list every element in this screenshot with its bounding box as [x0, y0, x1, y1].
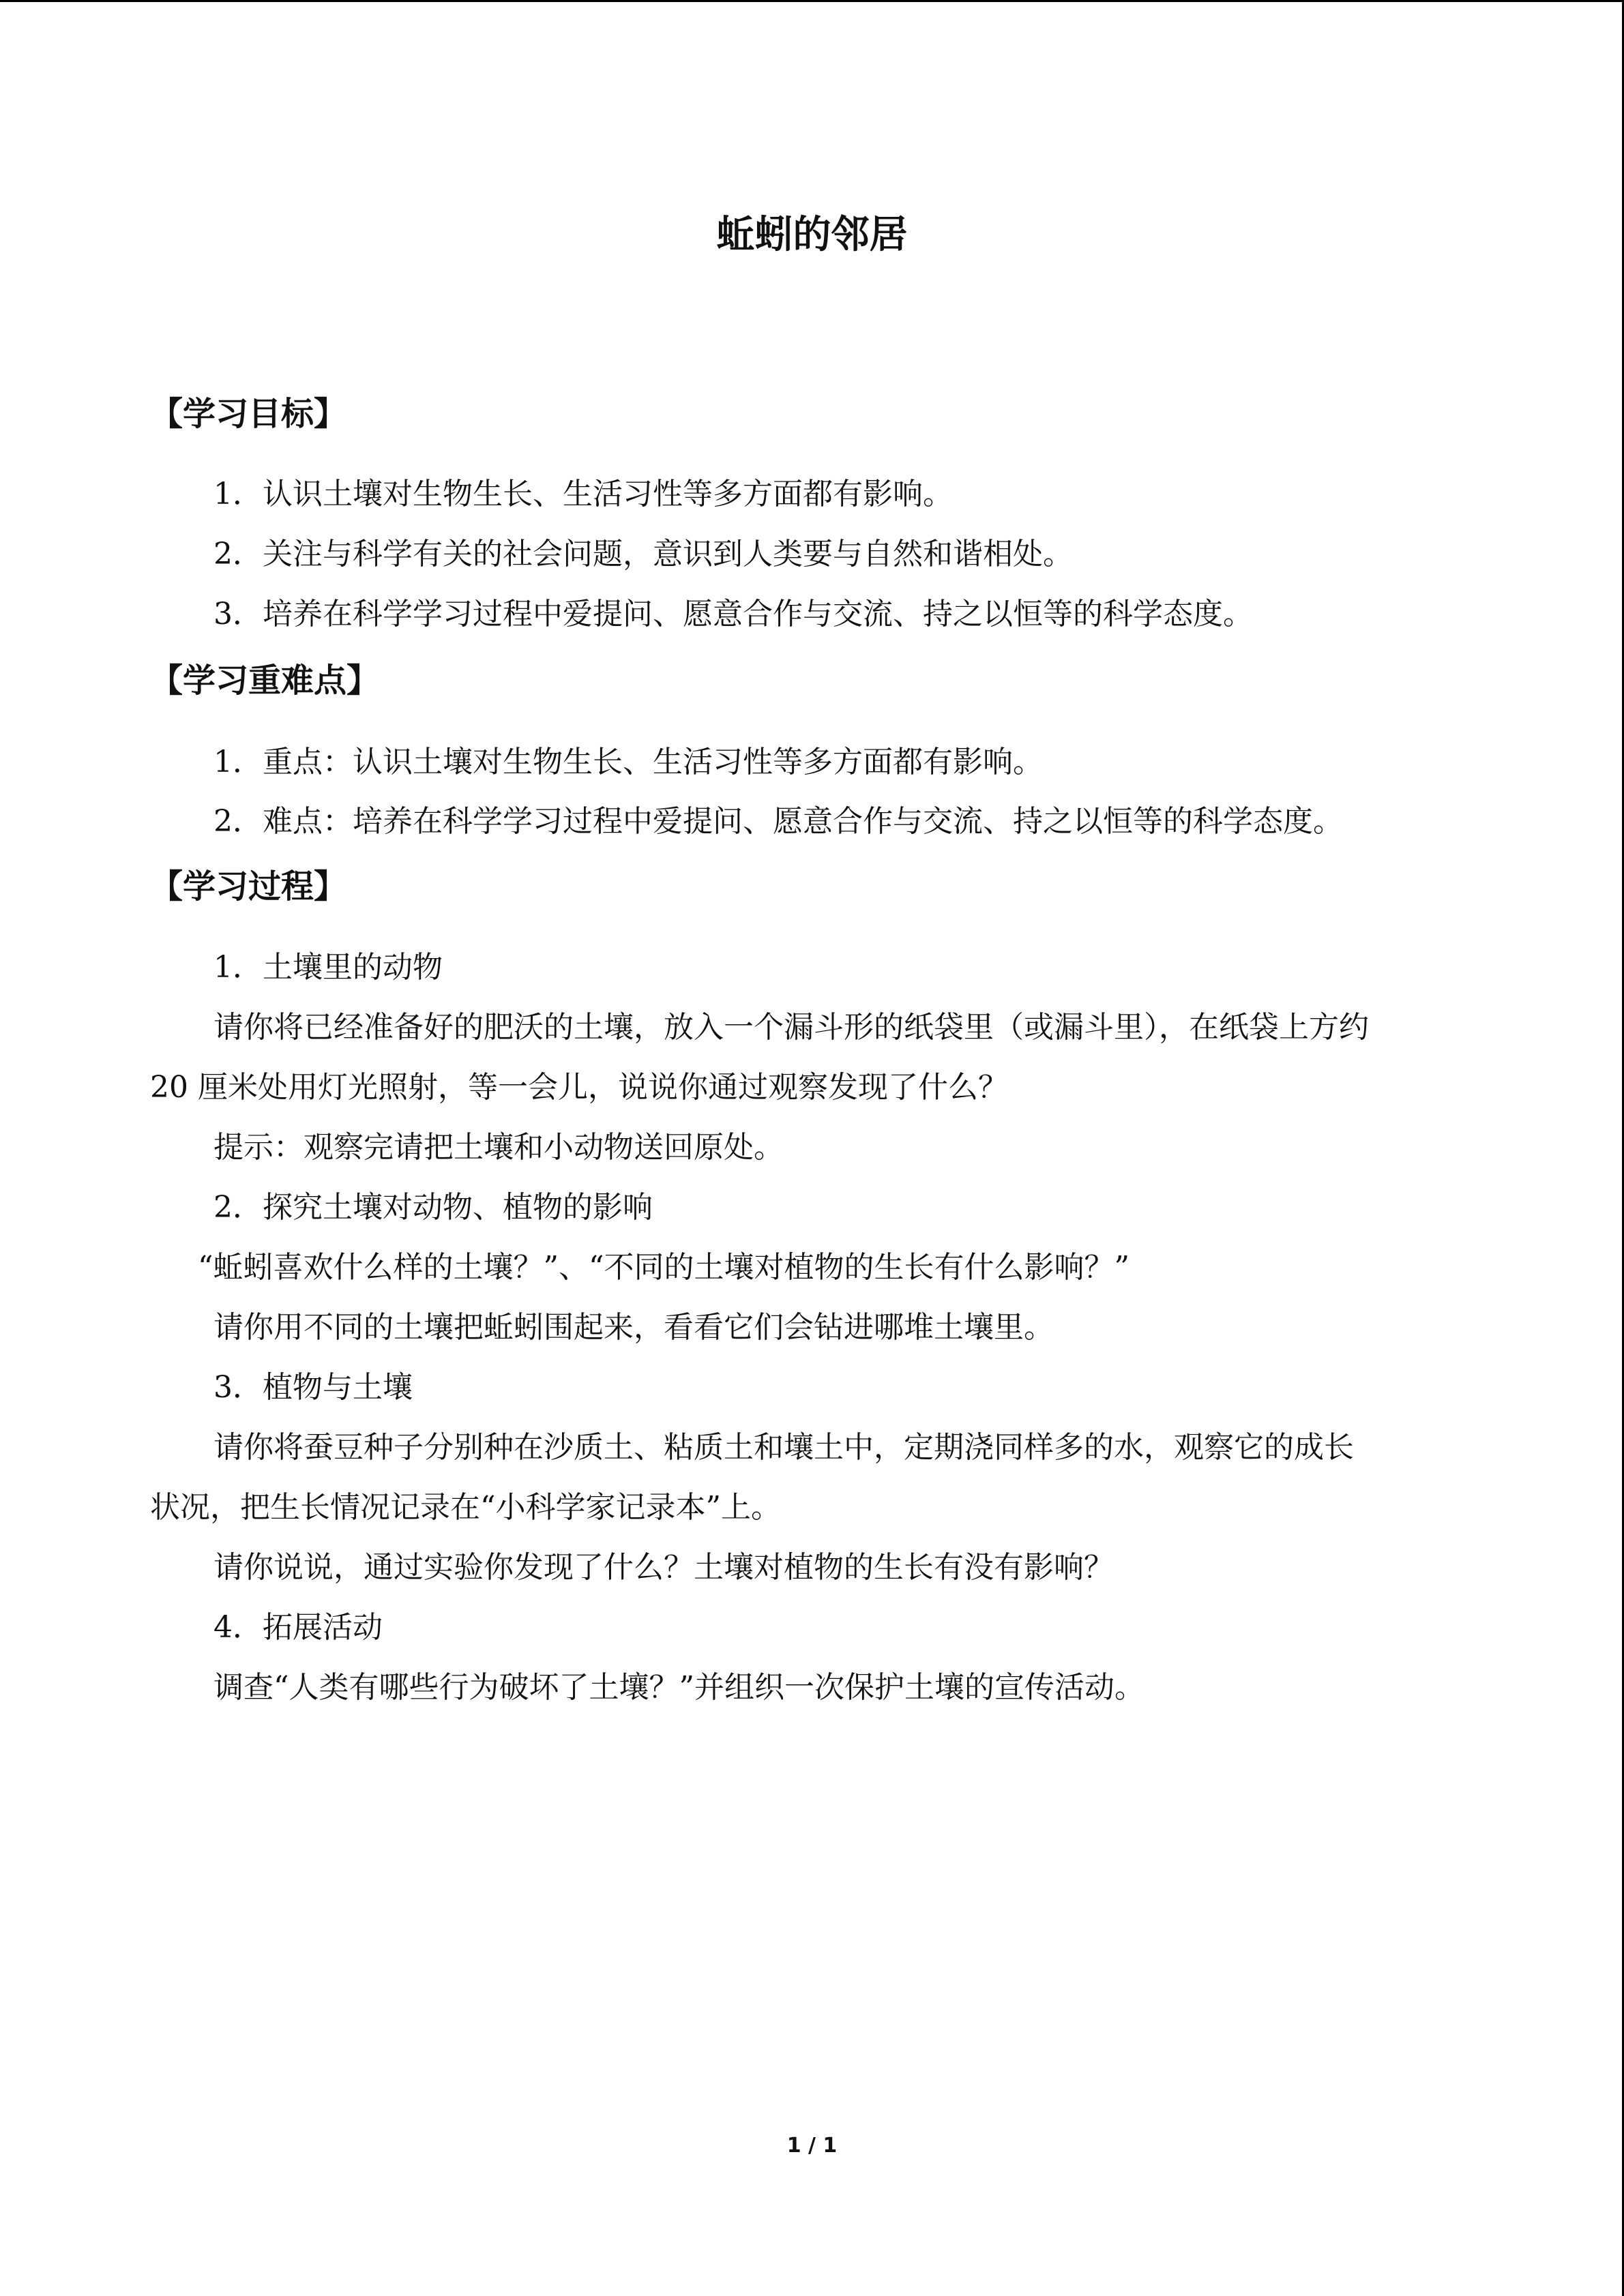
process-paragraph-line: 请你说说，通过实验你发现了什么？土壤对植物的生长有没有影响？ [213, 1550, 1114, 1585]
process-paragraph-line: 20 厘米处用灯光照射，等一会儿，说说你通过观察发现了什么？ [150, 1070, 1008, 1105]
process-subheading-2: 2．探究土壤对动物、植物的影响 [213, 1190, 653, 1225]
key-point-item-1: 1．重点：认识土壤对生物生长、生活习性等多方面都有影响。 [213, 745, 1043, 779]
process-subheading-1: 1．土壤里的动物 [213, 950, 443, 985]
page-number: 1 / 1 [786, 2134, 838, 2158]
process-paragraph-line: 请你用不同的土壤把蚯蚓围起来，看看它们会钻进哪堆土壤里。 [213, 1310, 1054, 1345]
process-paragraph-line: 请你将蚕豆种子分别种在沙质土、粘质土和壤土中，定期浇同样多的水，观察它的成长 [213, 1430, 1354, 1465]
process-subheading-4: 4．拓展活动 [213, 1610, 383, 1645]
key-point-item-2: 2．难点：培养在科学学习过程中爱提问、愿意合作与交流、持之以恒等的科学态度。 [213, 804, 1343, 839]
objective-item-1: 1．认识土壤对生物生长、生活习性等多方面都有影响。 [213, 477, 953, 511]
process-paragraph-line: “蚯蚓喜欢什么样的土壤？”、“不同的土壤对植物的生长有什么影响？” [198, 1250, 1130, 1285]
section-heading-key-points: 【学习重难点】 [150, 661, 380, 700]
process-paragraph-line: 调查“人类有哪些行为破坏了土壤？”并组织一次保护土壤的宣传活动。 [213, 1670, 1145, 1705]
section-heading-objectives: 【学习目标】 [150, 395, 347, 433]
section-heading-process: 【学习过程】 [150, 867, 347, 906]
objective-item-2: 2．关注与科学有关的社会问题，意识到人类要与自然和谐相处。 [213, 537, 1073, 571]
process-paragraph-line: 状况，把生长情况记录在“小科学家记录本”上。 [150, 1490, 781, 1525]
page-border-top [0, 0, 1624, 2]
objective-item-3: 3．培养在科学学习过程中爱提问、愿意合作与交流、持之以恒等的科学态度。 [213, 597, 1253, 631]
document-title: 蚯蚓的邻居 [716, 213, 908, 257]
process-paragraph-line: 提示：观察完请把土壤和小动物送回原处。 [213, 1130, 784, 1165]
process-subheading-3: 3．植物与土壤 [213, 1370, 413, 1405]
process-paragraph-line: 请你将已经准备好的肥沃的土壤，放入一个漏斗形的纸袋里（或漏斗里），在纸袋上方约 [213, 1010, 1369, 1045]
